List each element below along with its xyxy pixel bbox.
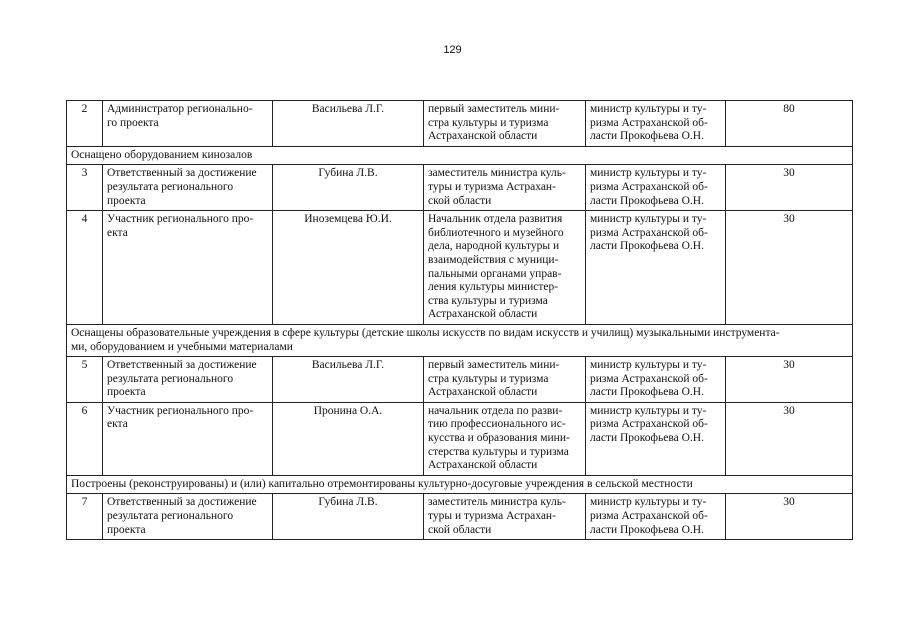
person-name-cell: Губина Л.В.: [273, 494, 424, 540]
section-title: Построены (реконструированы) и (или) капитально отремонтированы культурно-досуговые учреждения в сельской местности: [67, 475, 853, 494]
score-cell: 30: [726, 211, 853, 325]
score-cell: 30: [726, 402, 853, 475]
position-cell: заместитель министра куль- туры и туризма Астрахан- ской области: [424, 494, 586, 540]
person-name-cell: Васильева Л.Г.: [273, 101, 424, 147]
position-cell: заместитель министра куль- туры и туризма Астрахан- ской области: [424, 165, 586, 211]
supervisor-cell: министр культуры и ту- ризма Астраханской об- ласти Прокофьева О.Н.: [586, 402, 726, 475]
row-number: 3: [67, 165, 103, 211]
table-row: [67, 165, 853, 211]
table-row: [67, 494, 853, 540]
supervisor-cell: министр культуры и ту- ризма Астраханской об- ласти Прокофьева О.Н.: [586, 165, 726, 211]
project-participants-table: [66, 100, 853, 540]
table-row: [67, 101, 853, 147]
score-cell: 30: [726, 165, 853, 211]
score-cell: 80: [726, 101, 853, 147]
role-cell: Ответственный за достижение результата регионального проекта: [103, 494, 273, 540]
table-body: [67, 101, 853, 540]
position-cell: первый заместитель мини- стра культуры и туризма Астраханской области: [424, 357, 586, 403]
table-row: [67, 211, 853, 325]
supervisor-cell: министр культуры и ту- ризма Астраханской об- ласти Прокофьева О.Н.: [586, 211, 726, 325]
section-title: Оснащено оборудованием кинозалов: [67, 146, 853, 165]
role-cell: Администратор регионально- го проекта: [103, 101, 273, 147]
page-number: 129: [443, 44, 462, 56]
supervisor-cell: министр культуры и ту- ризма Астраханской об- ласти Прокофьева О.Н.: [586, 494, 726, 540]
row-number: 2: [67, 101, 103, 147]
table-row: [67, 402, 853, 475]
role-cell: Участник регионального про- екта: [103, 211, 273, 325]
section-header-row: [67, 475, 853, 494]
row-number: 7: [67, 494, 103, 540]
section-header-row: [67, 324, 853, 356]
score-cell: 30: [726, 357, 853, 403]
score-cell: 30: [726, 494, 853, 540]
person-name-cell: Иноземцева Ю.И.: [273, 211, 424, 325]
supervisor-cell: министр культуры и ту- ризма Астраханской об- ласти Прокофьева О.Н.: [586, 357, 726, 403]
position-cell: Начальник отдела развития библиотечного и музейного дела, народной культуры и взаимодействия с муници- пальными органами управ- ления культуры министер- ства культуры и туризма Астраханской области: [424, 211, 586, 325]
position-cell: первый заместитель мини- стра культуры и туризма Астраханской области: [424, 101, 586, 147]
role-cell: Ответственный за достижение результата регионального проекта: [103, 165, 273, 211]
section-title: Оснащены образовательные учреждения в сфере культуры (детские школы искусств по видам искусств и училищ) музыкальными инструмента- ми, оборудованием и учебными материалами: [67, 324, 853, 356]
row-number: 5: [67, 357, 103, 403]
position-cell: начальник отдела по разви- тию профессионального ис- кусства и образования мини- стерства культуры и туризма Астраханской области: [424, 402, 586, 475]
row-number: 6: [67, 402, 103, 475]
supervisor-cell: министр культуры и ту- ризма Астраханской об- ласти Прокофьева О.Н.: [586, 101, 726, 147]
role-cell: Ответственный за достижение результата регионального проекта: [103, 357, 273, 403]
person-name-cell: Пронина О.А.: [273, 402, 424, 475]
role-cell: Участник регионального про- екта: [103, 402, 273, 475]
row-number: 4: [67, 211, 103, 325]
section-header-row: [67, 146, 853, 165]
table-row: [67, 357, 853, 403]
person-name-cell: Губина Л.В.: [273, 165, 424, 211]
person-name-cell: Васильева Л.Г.: [273, 357, 424, 403]
